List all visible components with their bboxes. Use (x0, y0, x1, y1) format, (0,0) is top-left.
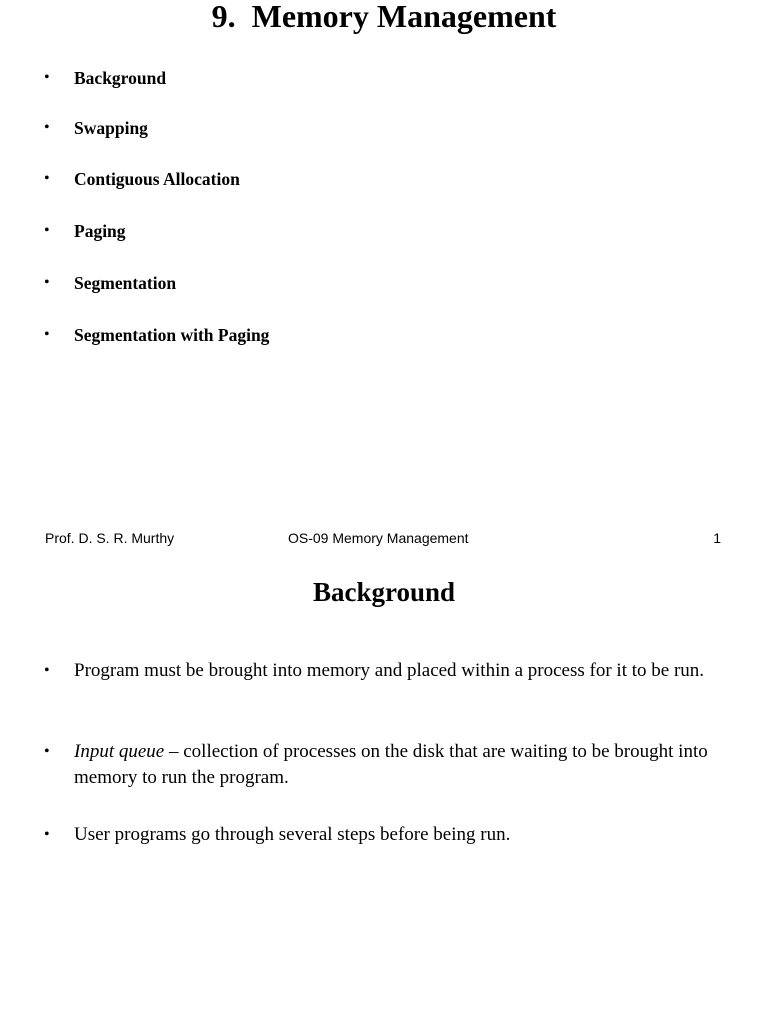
point-text (74, 739, 734, 791)
bullet-icon: • (44, 170, 50, 187)
topic-label: Segmentation with Paging (74, 325, 270, 345)
footer-page-number: 1 (713, 530, 721, 546)
bullet-icon: • (44, 326, 50, 343)
point-term: Input queue (74, 741, 165, 762)
point-text: User programs go through several steps before being run. (74, 824, 511, 845)
list-item (0, 116, 768, 140)
section-title: Background (312, 577, 456, 607)
bullet-icon: • (44, 274, 50, 291)
bullet-icon: • (44, 69, 50, 86)
topic-label: Contiguous Allocation (74, 169, 240, 189)
bullet-icon: • (44, 222, 50, 239)
topic-label: Background (74, 68, 167, 88)
bullet-icon: • (44, 826, 50, 843)
bullet-icon: • (44, 743, 50, 760)
footer-course: OS-09 Memory Management (288, 530, 469, 546)
list-item (0, 271, 768, 295)
topic-label: Segmentation (74, 273, 177, 293)
topic-label: Paging (74, 221, 126, 241)
point-text: Program must be brought into memory and placed within a process for it to be run. (74, 660, 705, 681)
list-item (0, 323, 768, 347)
slide-footer (0, 528, 768, 548)
bullet-icon: • (44, 119, 50, 136)
footer-author: Prof. D. S. R. Murthy (45, 530, 175, 546)
list-item (0, 219, 768, 243)
topic-label: Swapping (74, 118, 148, 138)
list-item (0, 66, 768, 90)
point-description: – collection of processes on the disk that are waiting to be brought into memory to run the program. (74, 741, 708, 788)
slide-title: 9. Memory Management (211, 0, 557, 34)
bullet-icon: • (44, 662, 50, 679)
list-item (0, 167, 768, 191)
